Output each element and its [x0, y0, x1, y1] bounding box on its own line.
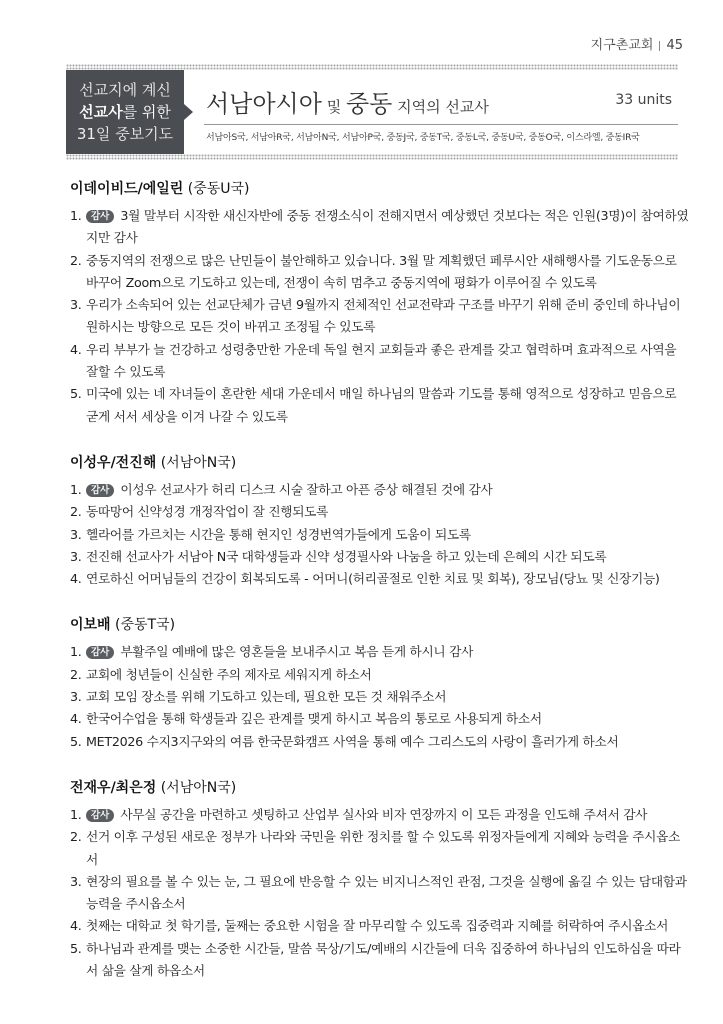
missionary-region: (서남아N국) — [156, 779, 237, 796]
prayer-item-text: 전진해 선교사가 서남아 N국 대학생들과 신약 성경필사와 나눔을 하고 있는데 은혜의 시간 되도록 — [86, 548, 607, 564]
badge-line-1: 선교지에 계신 — [79, 81, 171, 99]
missionary-section — [70, 614, 690, 752]
prayer-item-number: 3. — [70, 297, 82, 313]
prayer-item-body — [86, 501, 690, 523]
prayer-item-body — [86, 641, 690, 663]
prayer-item-number: 2. — [70, 252, 82, 268]
prayer-item-body — [86, 294, 690, 339]
prayer-item-number: 2. — [70, 666, 82, 682]
prayer-item-number: 2. — [70, 504, 82, 520]
country-list: 서남아S국, 서남아R국, 서남아N국, 서남아P국, 중동J국, 중동T국, 중동L국, 중동U국, 중동O국, 이스라엘, 중동IR국 — [206, 133, 640, 143]
missionary-name — [70, 452, 690, 472]
prayer-badge — [66, 70, 184, 154]
prayer-item-body — [86, 524, 690, 546]
prayer-item-text: 부활주일 예배에 많은 영혼들을 보내주시고 복음 듣게 하시니 감사 — [120, 644, 474, 660]
prayer-item-number: 4. — [70, 571, 82, 587]
prayer-item-body — [86, 871, 690, 916]
prayer-item-text: 중동지역의 전쟁으로 많은 난민들이 불안해하고 있습니다. 3월 말 계획했던 페루시안 새해행사를 기도운동으로 바꾸어 Zoom으로 기도하고 있는데, 전쟁이 속히 멈추고 중동지역에 평화가 이루어질 수 있도록 — [86, 252, 677, 290]
prayer-item-number: 4. — [70, 341, 82, 357]
prayer-item — [70, 546, 690, 568]
prayer-item-text: 헬라어를 가르치는 시간을 통해 현지인 성경번역가들에게 도움이 되도록 — [86, 526, 471, 542]
prayer-item-body — [86, 383, 690, 428]
prayer-item-text: 교회 모임 장소를 위해 기도하고 있는데, 필요한 모든 것 채워주소서 — [86, 689, 447, 705]
prayer-item-text: 사무실 공간을 마련하고 셋팅하고 산업부 실사와 비자 연장까지 이 모든 과정을 인도해 주셔서 감사 — [120, 806, 648, 822]
prayer-item-body — [86, 339, 690, 384]
missionary-section — [70, 452, 690, 590]
prayer-item — [70, 501, 690, 523]
prayer-item — [70, 250, 690, 295]
missionary-region: (서남아N국) — [156, 454, 237, 471]
prayer-item — [70, 205, 690, 250]
missionary-name — [70, 178, 690, 198]
prayer-item-body — [86, 250, 690, 295]
dotted-rule-bottom — [66, 154, 678, 160]
thanks-tag: 감사 — [86, 210, 114, 223]
prayer-list — [70, 178, 690, 1006]
prayer-item — [70, 641, 690, 663]
prayer-item — [70, 524, 690, 546]
badge-line-2-rest: 를 위한 — [122, 103, 171, 121]
prayer-item-text: 연로하신 어머님들의 건강이 회복되도록 - 어머니(허리골절로 인한 치료 및 회복), 장모님(당뇨 및 신장기능) — [86, 571, 660, 587]
prayer-item-number: 4. — [70, 711, 82, 727]
prayer-item-text: 미국에 있는 네 자녀들이 혼란한 세대 가운데서 매일 하나님의 말씀과 기도를 통해 영적으로 성장하고 믿음으로 굳게 서서 세상을 이겨 나갈 수 있도록 — [86, 386, 677, 424]
prayer-item-body — [86, 708, 690, 730]
prayer-item-number: 5. — [70, 733, 82, 749]
prayer-item-number: 3. — [70, 689, 82, 705]
prayer-item — [70, 294, 690, 339]
badge-pointer — [184, 104, 193, 120]
prayer-item-number: 3. — [70, 548, 82, 564]
prayer-item-text: 선거 이후 구성된 새로운 정부가 나라와 국민을 위한 정치를 할 수 있도록 위정자들에게 지혜와 능력을 주시옵소서 — [86, 829, 681, 867]
prayer-item-text: 하나님과 관계를 맺는 소중한 시간들, 말씀 묵상/기도/예배의 시간들에 더욱 집중하여 하나님의 인도하심을 따라서 삶을 살게 하옵소서 — [86, 940, 681, 979]
prayer-item — [70, 568, 690, 590]
prayer-item-body — [86, 479, 690, 501]
prayer-item-text: MET2026 수지3지구와의 여름 한국문화캠프 사역을 통해 예수 그리스도의 사랑이 흘러가게 하소서 — [86, 733, 619, 749]
prayer-item — [70, 915, 690, 937]
region-title-part-1: 서남아시아 — [206, 90, 322, 118]
missionary-name — [70, 614, 690, 634]
prayer-item-body — [86, 568, 690, 590]
prayer-item-body — [86, 664, 690, 686]
thanks-tag: 감사 — [86, 484, 114, 497]
region-title-suffix: 지역의 선교사 — [392, 98, 489, 116]
missionary-name-text: 이보배 — [70, 617, 111, 634]
running-head-title: 지구촌교회 — [590, 38, 654, 53]
prayer-item-text: 첫째는 대학교 첫 학기를, 둘째는 중요한 시험을 잘 마무리할 수 있도록 집중력과 지혜를 허락하여 주시옵소서 — [86, 918, 669, 934]
prayer-item-number: 1. — [70, 806, 82, 822]
region-title-part-2: 중동 — [345, 90, 393, 118]
missionary-region: (중동T국) — [110, 617, 176, 634]
prayer-item-body — [86, 546, 690, 568]
prayer-item — [70, 339, 690, 384]
prayer-item-text: 이성우 선교사가 허리 디스크 시술 잘하고 아픈 증상 해결된 것에 감사 — [120, 481, 493, 497]
prayer-item-text: 한국어수업을 통해 학생들과 깊은 관계를 맺게 하시고 복음의 통로로 사용되게 하소서 — [86, 711, 542, 727]
missionary-region: (중동U국) — [183, 181, 250, 197]
prayer-item-body — [86, 686, 690, 708]
prayer-item-body — [86, 915, 690, 937]
prayer-item-number: 5. — [70, 386, 82, 402]
prayer-item-number: 5. — [70, 940, 82, 956]
prayer-item — [70, 804, 690, 826]
thanks-tag: 감사 — [86, 809, 114, 822]
prayer-item — [70, 708, 690, 730]
prayer-item — [70, 664, 690, 686]
prayer-item-number: 1. — [70, 481, 82, 497]
prayer-item — [70, 826, 690, 871]
prayer-item — [70, 479, 690, 501]
prayer-item-text: 우리 부부가 늘 건강하고 성령충만한 가운데 독일 현지 교회들과 좋은 관계를 갖고 협력하며 효과적으로 사역을 잘할 수 있도록 — [86, 341, 677, 380]
prayer-item-number: 3. — [70, 873, 82, 889]
missionary-name-text: 이성우/전진해 — [70, 454, 157, 471]
prayer-item-number: 3. — [70, 526, 82, 542]
title-underline — [204, 124, 678, 125]
prayer-item — [70, 871, 690, 916]
prayer-item — [70, 383, 690, 428]
missionary-section — [70, 777, 690, 982]
badge-line-2 — [79, 101, 171, 123]
missionary-section — [70, 178, 690, 428]
prayer-item-body — [86, 826, 690, 871]
section-banner — [66, 64, 678, 160]
missionary-name-text: 전재우/최은정 — [70, 779, 157, 796]
missionary-name-text: 이데이비드/에일린 — [70, 181, 184, 197]
prayer-item — [70, 686, 690, 708]
badge-line-3: 31일 중보기도 — [76, 125, 174, 143]
prayer-item — [70, 731, 690, 753]
region-title — [206, 84, 489, 119]
page-number: 45 — [666, 38, 683, 53]
prayer-item-text: 교회에 청년들이 신실한 주의 제자로 세워지게 하소서 — [86, 666, 372, 682]
prayer-item-number: 1. — [70, 208, 82, 223]
running-head — [591, 34, 683, 53]
prayer-item-body — [86, 205, 690, 250]
prayer-item-number: 1. — [70, 644, 82, 660]
units-count: 33 units — [615, 92, 672, 108]
prayer-item-number: 4. — [70, 918, 82, 934]
prayer-item-body — [86, 731, 690, 753]
missionary-name — [70, 777, 690, 797]
running-head-separator — [659, 41, 660, 51]
region-title-conjunction: 및 — [321, 98, 346, 116]
prayer-item-text: 3월 말부터 시작한 새신자반에 중동 전쟁소식이 전해지면서 예상했던 것보다는 적은 인원(3명)이 참여하였지만 감사 — [86, 208, 689, 246]
badge-line-2-bold: 선교사 — [79, 103, 123, 121]
prayer-item-body — [86, 804, 690, 826]
prayer-item-number: 2. — [70, 829, 82, 845]
thanks-tag: 감사 — [86, 646, 114, 659]
prayer-item-text: 현장의 필요를 볼 수 있는 눈, 그 필요에 반응할 수 있는 비지니스적인 관점, 그것을 실행에 옮길 수 있는 담대함과 능력을 주시옵소서 — [86, 873, 687, 912]
prayer-item-text: 동따망어 신약성경 개정작업이 잘 진행되도록 — [86, 504, 329, 520]
prayer-item-body — [86, 938, 690, 983]
prayer-item — [70, 938, 690, 983]
prayer-item-text: 우리가 소속되어 있는 선교단체가 금년 9월까지 전체적인 선교전략과 구조를 바꾸기 위해 준비 중인데 하나님이 원하시는 방향으로 모든 것이 바뀌고 조정될 수 있도록 — [86, 297, 681, 335]
